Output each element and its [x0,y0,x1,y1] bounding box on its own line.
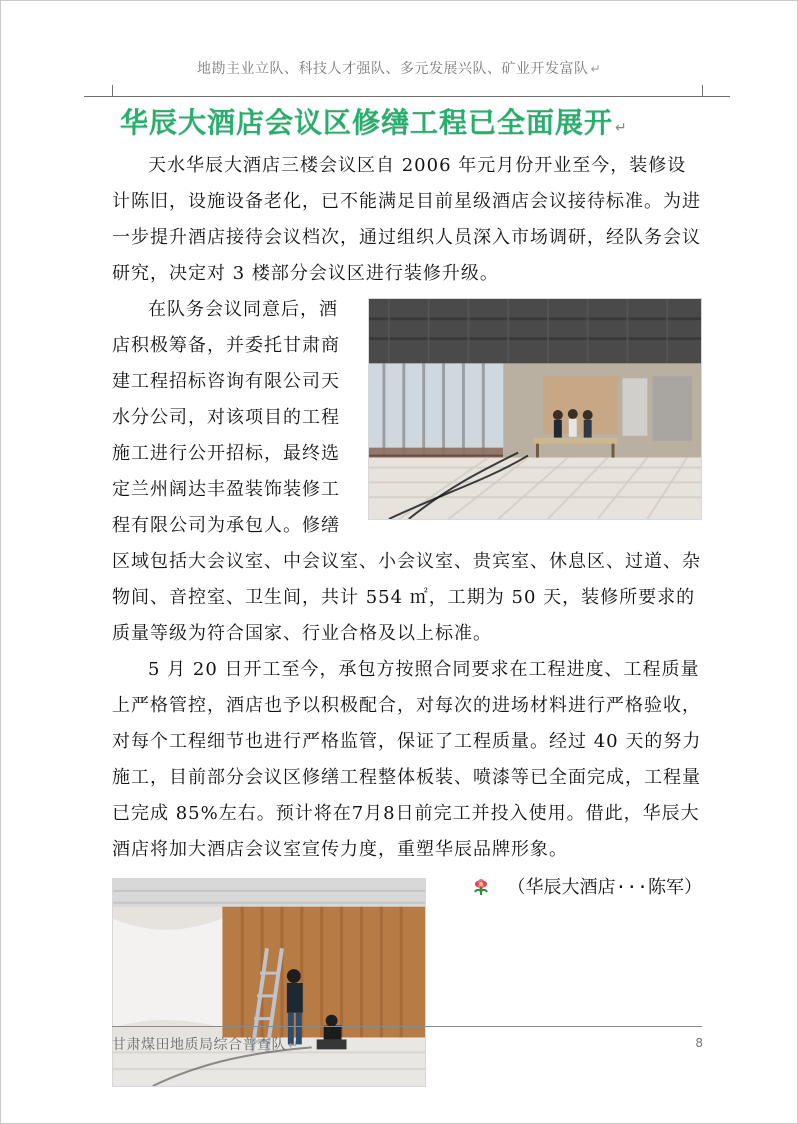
article-body [112,148,702,1097]
signature-text: （华辰大酒店···陈军） [507,877,702,898]
construction-photo-2 [112,878,426,1087]
footer-rule [112,1026,702,1027]
header-rule-extension-right [702,96,730,97]
paragraph-1: 天水华辰大酒店三楼会议区自 2006 年元月份开业至今，装修设计陈旧，设施设备老化，已不能满足目前星级酒店会议接待标准。为进一步提升酒店接待会议档次，通过组织人员深入市场调研，经队务会议研究，决定对 3 楼部分会议区进行装修升级。 [112,155,701,284]
paragraph-3: 5 月 20 日开工至今，承包方按照合同要求在工程进度、工程质量上严格管控，酒店也予以积极配合，对每次的进场材料进行严格验收，对每个工程细节也进行严格监管，保证了工程质量。经过 40 天的努力施工，目前部分会议区修缮工程整体板装、喷漆等已全面完成，工程量已完成 85%左右。预计将在7月8日前完工并投入使用。借此，华辰大酒店将加大酒店会议室宣传力度，重塑华辰品牌形象。 [112,659,702,860]
construction-photo-2-graphic [113,879,425,1086]
header-rule-tick-right [702,85,703,97]
header-rule-extension-left [84,96,112,97]
header-slogan [0,58,798,78]
flower-icon [469,876,495,896]
header-slogan-text: 地勘主业立队、科技人才强队、多元发展兴队、矿业开发富队 [196,61,589,77]
paragraph-2-block [112,292,702,652]
article-title-text: 华辰大酒店会议区修缮工程已全面展开 [120,106,614,139]
paragraph-mark: ↵ [590,62,602,76]
construction-photo-1 [368,298,702,520]
header-rule [112,96,702,97]
paragraph-3-start [112,652,702,868]
page-number: 8 [695,1036,703,1050]
construction-photo-1-graphic [369,299,701,519]
paragraph-2: 在队务会议同意后，酒店积极筹备，并委托甘肃商建工程招标咨询有限公司天水分公司，对该项目的工程施工进行公开招标，最终选定兰州阔达丰盈装饰装修工程有限公司为承包人。修缮区域包括大会议室、中会议室、小会议室、贵宾室、休息区、过道、杂物间、音控室、卫生间，共计 554 ㎡，工期为 50 天，装修所要求的质量等级为符合国家、行业合格及以上标准。 [112,299,701,644]
article-title [120,101,700,141]
footer-organization-text: 甘肃煤田地质局综合普查队 [112,1037,286,1053]
header-rule-tick-left [112,85,113,97]
paragraph-mark: ↵ [288,1038,299,1052]
footer-organization [112,1034,299,1054]
paragraph-mark: ↵ [615,120,628,136]
